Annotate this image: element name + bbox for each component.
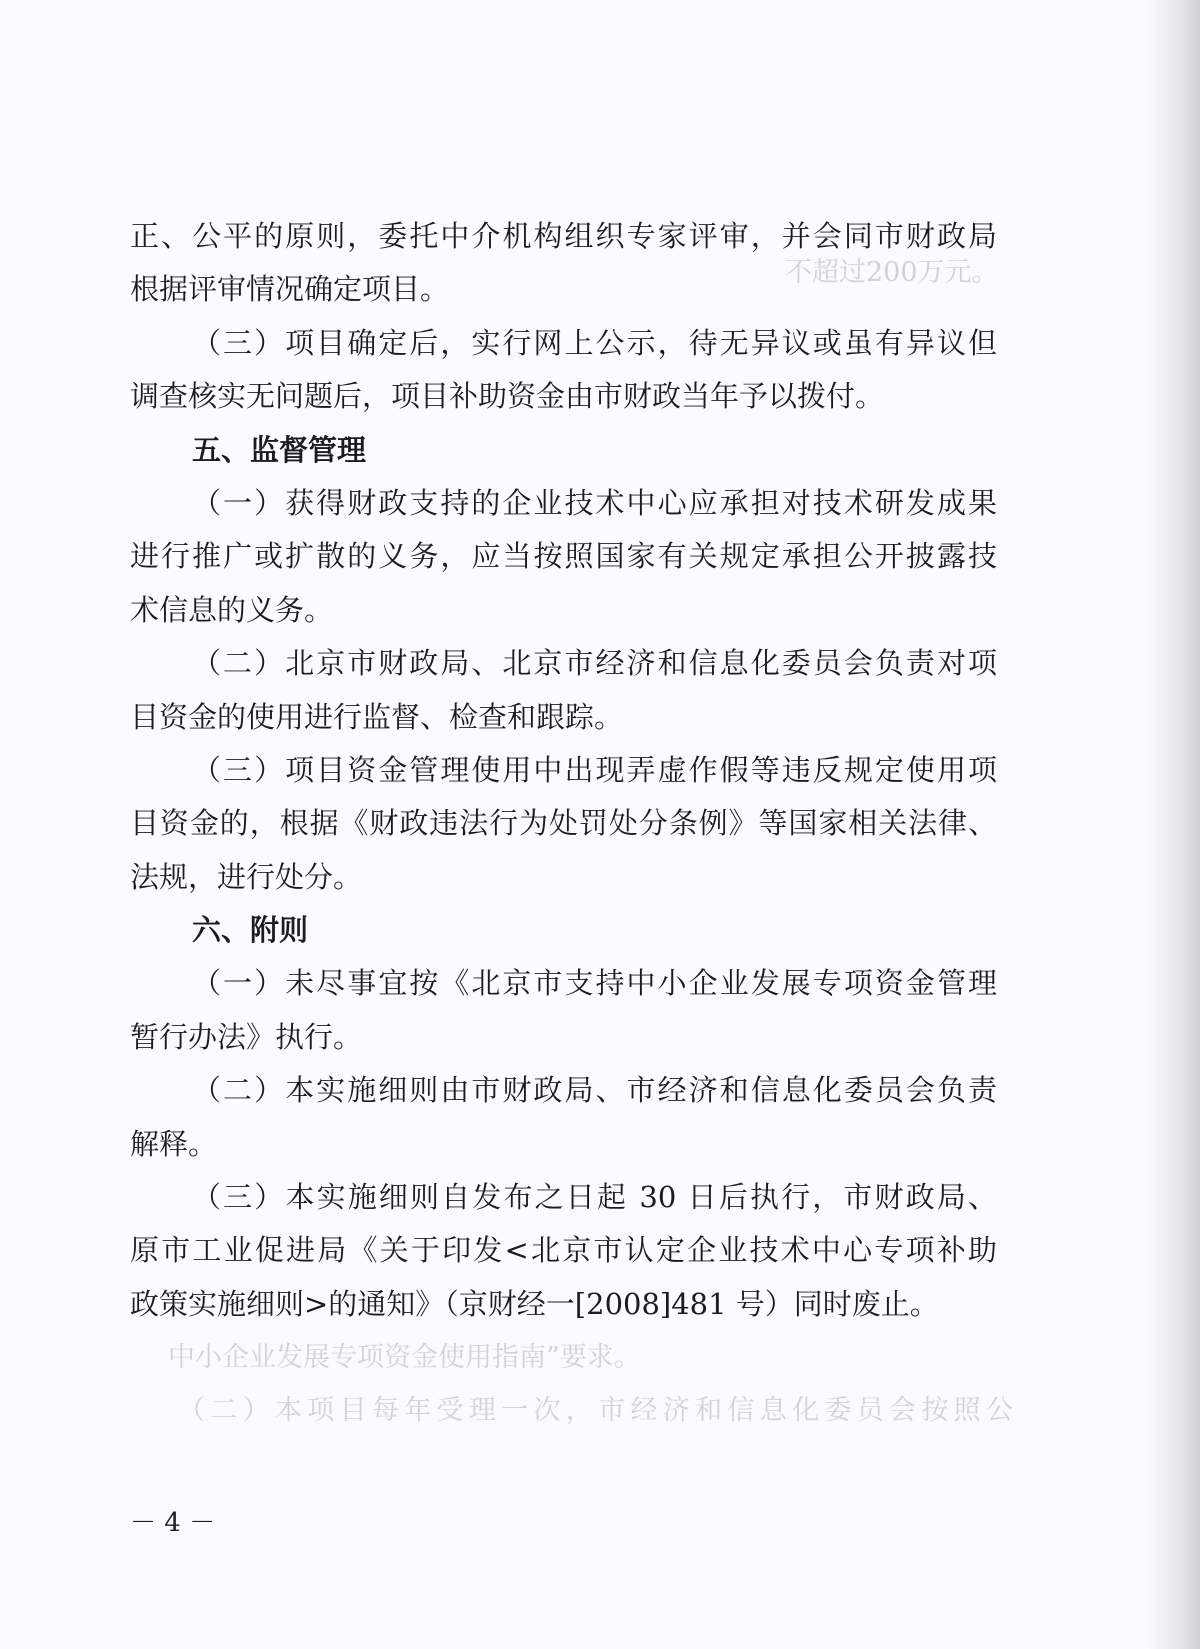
paragraph xyxy=(130,744,997,904)
text-line: 目资金的使用进行监督、检查和跟踪。 xyxy=(130,699,624,734)
text-line: 进行推广或扩散的义务，应当按照国家有关规定承担公开披露技 xyxy=(130,539,997,574)
page-number: － 4 － xyxy=(130,1508,216,1538)
text-line: 暂行办法》执行。 xyxy=(130,1019,363,1054)
section-heading: 五、监督管理 xyxy=(192,432,367,467)
paragraph xyxy=(130,317,997,424)
text-line: （二）本实施细则由市财政局、市经济和信息化委员会负责 xyxy=(192,1073,997,1108)
section-heading: 六、附则 xyxy=(192,913,309,948)
scan-edge-shadow xyxy=(1148,0,1200,1649)
text-line: 政策实施细则>的通知》（京财经一[2008]481 号）同时废止。 xyxy=(130,1286,939,1321)
text-line: 原市工业促进局《关于印发<北京市认定企业技术中心专项补助 xyxy=(130,1233,997,1268)
paragraph xyxy=(130,1171,997,1331)
text-line: 根据评审情况确定项目。 xyxy=(130,272,450,307)
paragraph xyxy=(130,477,997,637)
text-line: 正、公平的原则，委托中介机构组织专家评审，并会同市财政局 xyxy=(130,219,997,253)
paragraph xyxy=(130,637,997,744)
text-line: （三）本实施细则自发布之日起 30 日后执行，市财政局、 xyxy=(192,1180,997,1215)
text-line: 目资金的，根据《财政违法行为处罚处分条例》等国家相关法律、 xyxy=(130,806,997,841)
paragraph xyxy=(130,1064,997,1171)
text-line: 法规，进行处分。 xyxy=(130,859,363,894)
text-line: （三）项目确定后，实行网上公示，待无异议或虽有异议但 xyxy=(192,325,997,360)
text-line: 调查核实无问题后，项目补助资金由市财政当年予以拨付。 xyxy=(130,379,885,414)
text-line: 解释。 xyxy=(130,1126,218,1161)
bleed-through-text: （二）本项目每年受理一次，市经济和信息化委员会按照公 xyxy=(178,1395,1013,1426)
paragraph xyxy=(130,957,997,1064)
text-line: （三）项目资金管理使用中出现弄虚作假等违反规定使用项 xyxy=(192,752,997,787)
document-body xyxy=(130,210,997,1331)
text-line: 术信息的义务。 xyxy=(130,592,334,627)
text-line: （一）获得财政支持的企业技术中心应承担对技术研发成果 xyxy=(192,485,997,520)
paragraph xyxy=(130,210,997,317)
text-line: （二）北京市财政局、北京市经济和信息化委员会负责对项 xyxy=(192,646,997,681)
text-line: （一）未尽事宜按《北京市支持中小企业发展专项资金管理 xyxy=(192,966,997,1001)
bleed-through-text: 不超过200万元。 xyxy=(785,257,999,288)
bleed-through-text: 中小企业发展专项资金使用指南”要求。 xyxy=(168,1342,641,1373)
